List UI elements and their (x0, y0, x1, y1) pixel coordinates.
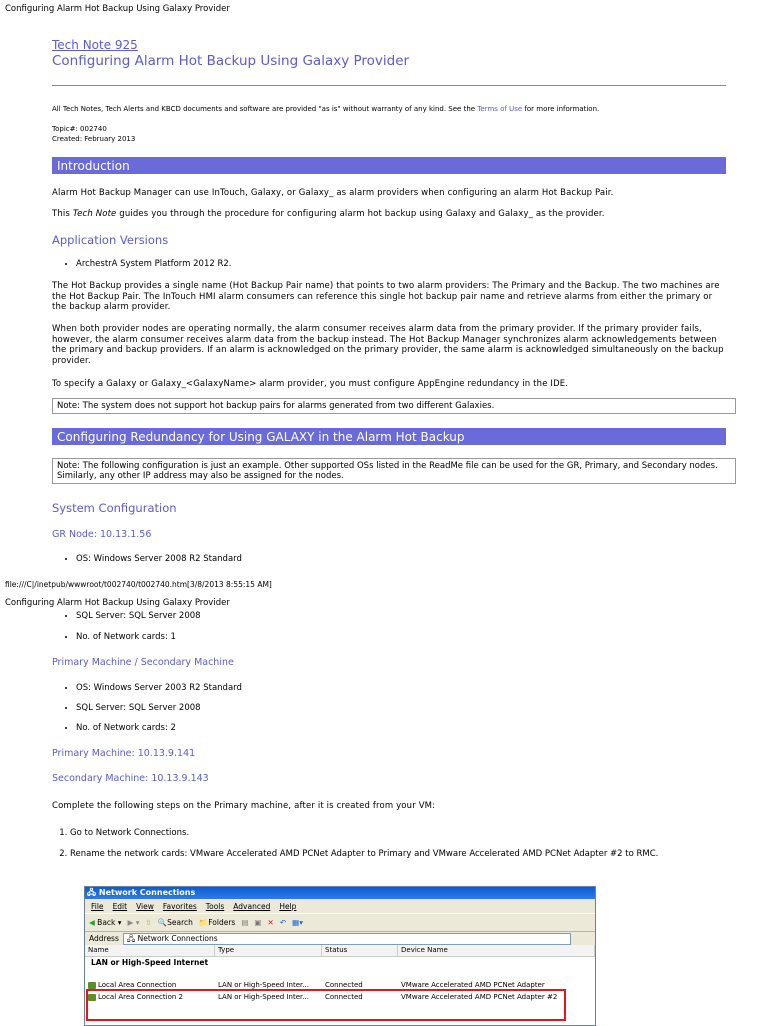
primary-machine-ip: Primary Machine: 10.13.9.141 (52, 748, 196, 759)
primary-secondary-list (52, 683, 726, 734)
address-input[interactable] (123, 933, 571, 945)
list-item: • SQL Server: SQL Server 2008 (76, 703, 726, 714)
address-label: Address (89, 934, 119, 943)
gr-node-list (52, 554, 726, 565)
connection-status: Connected (325, 981, 363, 989)
page-title: Configuring Alarm Hot Backup Using Galaxy Provider (52, 53, 410, 69)
heading-system-configuration: System Configuration (52, 501, 177, 515)
steps-intro: Complete the following steps on the Primary machine, after it is created from your VM: (52, 801, 436, 811)
views-icon[interactable]: ▦▾ (292, 918, 303, 927)
highlight-box (86, 989, 566, 1021)
menu-tools[interactable]: Tools (205, 901, 225, 911)
list-item: • OS: Windows Server 2003 R2 Standard (76, 683, 726, 694)
note-configuration: Note: The following configuration is just an example. Other supported OSs listed in the ReadMe file can be used for the GR, Primary, and Secondary nodes. Similarly, any other IP address may also be assigned for the nodes. (52, 458, 736, 484)
window-title-bar (85, 887, 595, 899)
page2-header: Configuring Alarm Hot Backup Using Galaxy Provider (5, 598, 230, 608)
gr-node-list-continued (52, 611, 726, 642)
doc-header (52, 38, 726, 86)
menu-favorites[interactable]: Favorites (162, 901, 197, 911)
intro-paragraph-2 (52, 209, 726, 220)
note-galaxies: Note: The system does not support hot backup pairs for alarms generated from two different Galaxies. (52, 398, 736, 414)
step-item: 1. Go to Network Connections. (70, 828, 726, 839)
list-item: • OS: Windows Server 2008 R2 Standard (76, 554, 726, 565)
secondary-machine-ip: Secondary Machine: 10.13.9.143 (52, 773, 209, 784)
folders-label: Folders (208, 918, 236, 927)
up-folder-icon[interactable]: ⇧ (145, 918, 152, 927)
list-header (85, 945, 595, 957)
created-date: Created: February 2013 (52, 135, 136, 143)
device-name: VMware Accelerated AMD PCNet Adapter (401, 981, 545, 989)
topic-number: Topic#: 002740 (52, 125, 107, 133)
connection-status: Connected (325, 993, 363, 1001)
divider (52, 85, 726, 86)
menu-view[interactable]: View (136, 901, 154, 911)
disclaimer-tail: for more information. (522, 105, 600, 113)
specify-paragraph: To specify a Galaxy or Galaxy_<GalaxyName> alarm provider, you must configure AppEngine redundancy in the IDE. (52, 379, 569, 389)
list-item: • ArchestrA System Platform 2012 R2. (76, 259, 726, 270)
intro-p2-emphasis: Tech Note (72, 209, 117, 219)
section-configuring-redundancy: Configuring Redundancy for Using GALAXY in the Alarm Hot Backup (52, 428, 726, 445)
folders-button[interactable] (199, 918, 235, 927)
search-button[interactable] (158, 918, 193, 927)
column-name[interactable]: Name (85, 945, 215, 956)
search-icon: 🔍 (157, 918, 168, 927)
copy-to-icon[interactable]: ▣ (254, 918, 262, 927)
connections-list (85, 945, 595, 1025)
column-type[interactable]: Type (215, 945, 322, 956)
toolbar (85, 913, 595, 932)
move-to-icon[interactable]: ▤ (241, 918, 249, 927)
menu-advanced[interactable]: Advanced (233, 901, 271, 911)
back-label: Back (97, 918, 116, 927)
app-versions-list (52, 259, 726, 270)
window-title: Network Connections (98, 888, 196, 897)
undo-icon[interactable]: ↶ (279, 918, 287, 927)
forward-button[interactable]: ▶ ▾ (127, 918, 140, 927)
tech-note-link[interactable]: Tech Note 925 (52, 38, 138, 52)
step-item: 2. Rename the network cards: VMware Accelerated AMD PCNet Adapter to Primary and VMware Accelerated AMD PCNet Adapter #2 to RMC. (70, 849, 726, 860)
provider-paragraph: When both provider nodes are operating normally, the alarm consumer receives alarm data from the primary provider. If the primary provider fails, however, the alarm consumer receives alarm data from the backup instead. The Hot Backup Manager synchronizes alarm acknowledgements between the primary and backup providers. If an alarm is acknowledged on the primary provider, the same alarm is acknowledged simultaneously on the backup provider. (52, 324, 724, 366)
column-device-name[interactable]: Device Name (398, 945, 595, 956)
meta (52, 124, 726, 144)
disclaimer-text: All Tech Notes, Tech Alerts and KBCD documents and software are provided "as is" without warranty of any kind. See the (52, 105, 478, 113)
menu-edit[interactable]: Edit (112, 901, 128, 911)
connection-name-text: Local Area Connection 2 (98, 993, 183, 1001)
intro-paragraph-1: Alarm Hot Backup Manager can use InTouch, Galaxy, or Galaxy_ as alarm providers when configuring an alarm Hot Backup Pair. (52, 188, 614, 198)
intro-p2-tail: guides you through the procedure for configuring alarm hot backup using Galaxy and Galaxy_ as the provider. (116, 209, 605, 219)
heading-application-versions: Application Versions (52, 233, 169, 247)
steps-list (52, 828, 726, 859)
back-arrow-icon: ◀ (89, 918, 95, 927)
page-header: Configuring Alarm Hot Backup Using Galaxy Provider (5, 4, 230, 14)
network-icon: 🖧 (87, 888, 96, 897)
heading-primary-secondary: Primary Machine / Secondary Machine (52, 657, 234, 668)
list-item: • No. of Network cards: 1 (76, 632, 726, 643)
list-item: • No. of Network cards: 2 (76, 723, 726, 734)
connection-type: LAN or High-Speed Inter... (218, 993, 309, 1001)
group-heading: LAN or High-Speed Internet (91, 958, 209, 967)
network-adapter-icon (88, 982, 96, 989)
menu-bar (85, 899, 595, 913)
intro-p2-text: This (52, 209, 73, 219)
folder-icon: 📁 (198, 918, 209, 927)
hot-backup-paragraph: The Hot Backup provides a single name (Hot Backup Pair name) that points to two alarm providers: The Primary and the Backup. The two machines are the Hot Backup Pair. The InTouch HMI alarm consumers can reference this single hot backup pair name and retrieve alarms from either the primary or the backup alarm provider. (52, 281, 720, 312)
disclaimer (52, 104, 726, 114)
address-bar (85, 932, 595, 946)
search-label: Search (167, 918, 193, 927)
network-connections-screenshot (84, 886, 596, 1026)
connection-name-text: Local Area Connection (98, 981, 177, 989)
section-introduction: Introduction (52, 157, 726, 174)
network-icon: 🖧 (126, 933, 136, 943)
list-item: • SQL Server: SQL Server 2008 (76, 611, 726, 622)
menu-file[interactable]: File (91, 901, 104, 911)
connection-type: LAN or High-Speed Inter... (218, 981, 309, 989)
menu-help[interactable]: Help (279, 901, 297, 911)
heading-gr-node: GR Node: 10.13.1.56 (52, 529, 152, 540)
device-name: VMware Accelerated AMD PCNet Adapter #2 (401, 993, 558, 1001)
column-status[interactable]: Status (322, 945, 398, 956)
delete-icon[interactable]: ✕ (267, 918, 274, 927)
footer-url: file:///C|/inetpub/wwwroot/t002740/t002740.htm[3/8/2013 8:55:15 AM] (5, 580, 272, 589)
back-button[interactable]: ◀ Back ▾ (89, 918, 122, 927)
terms-of-use-link[interactable]: Terms of Use (477, 105, 523, 113)
address-value: Network Connections (137, 933, 218, 943)
